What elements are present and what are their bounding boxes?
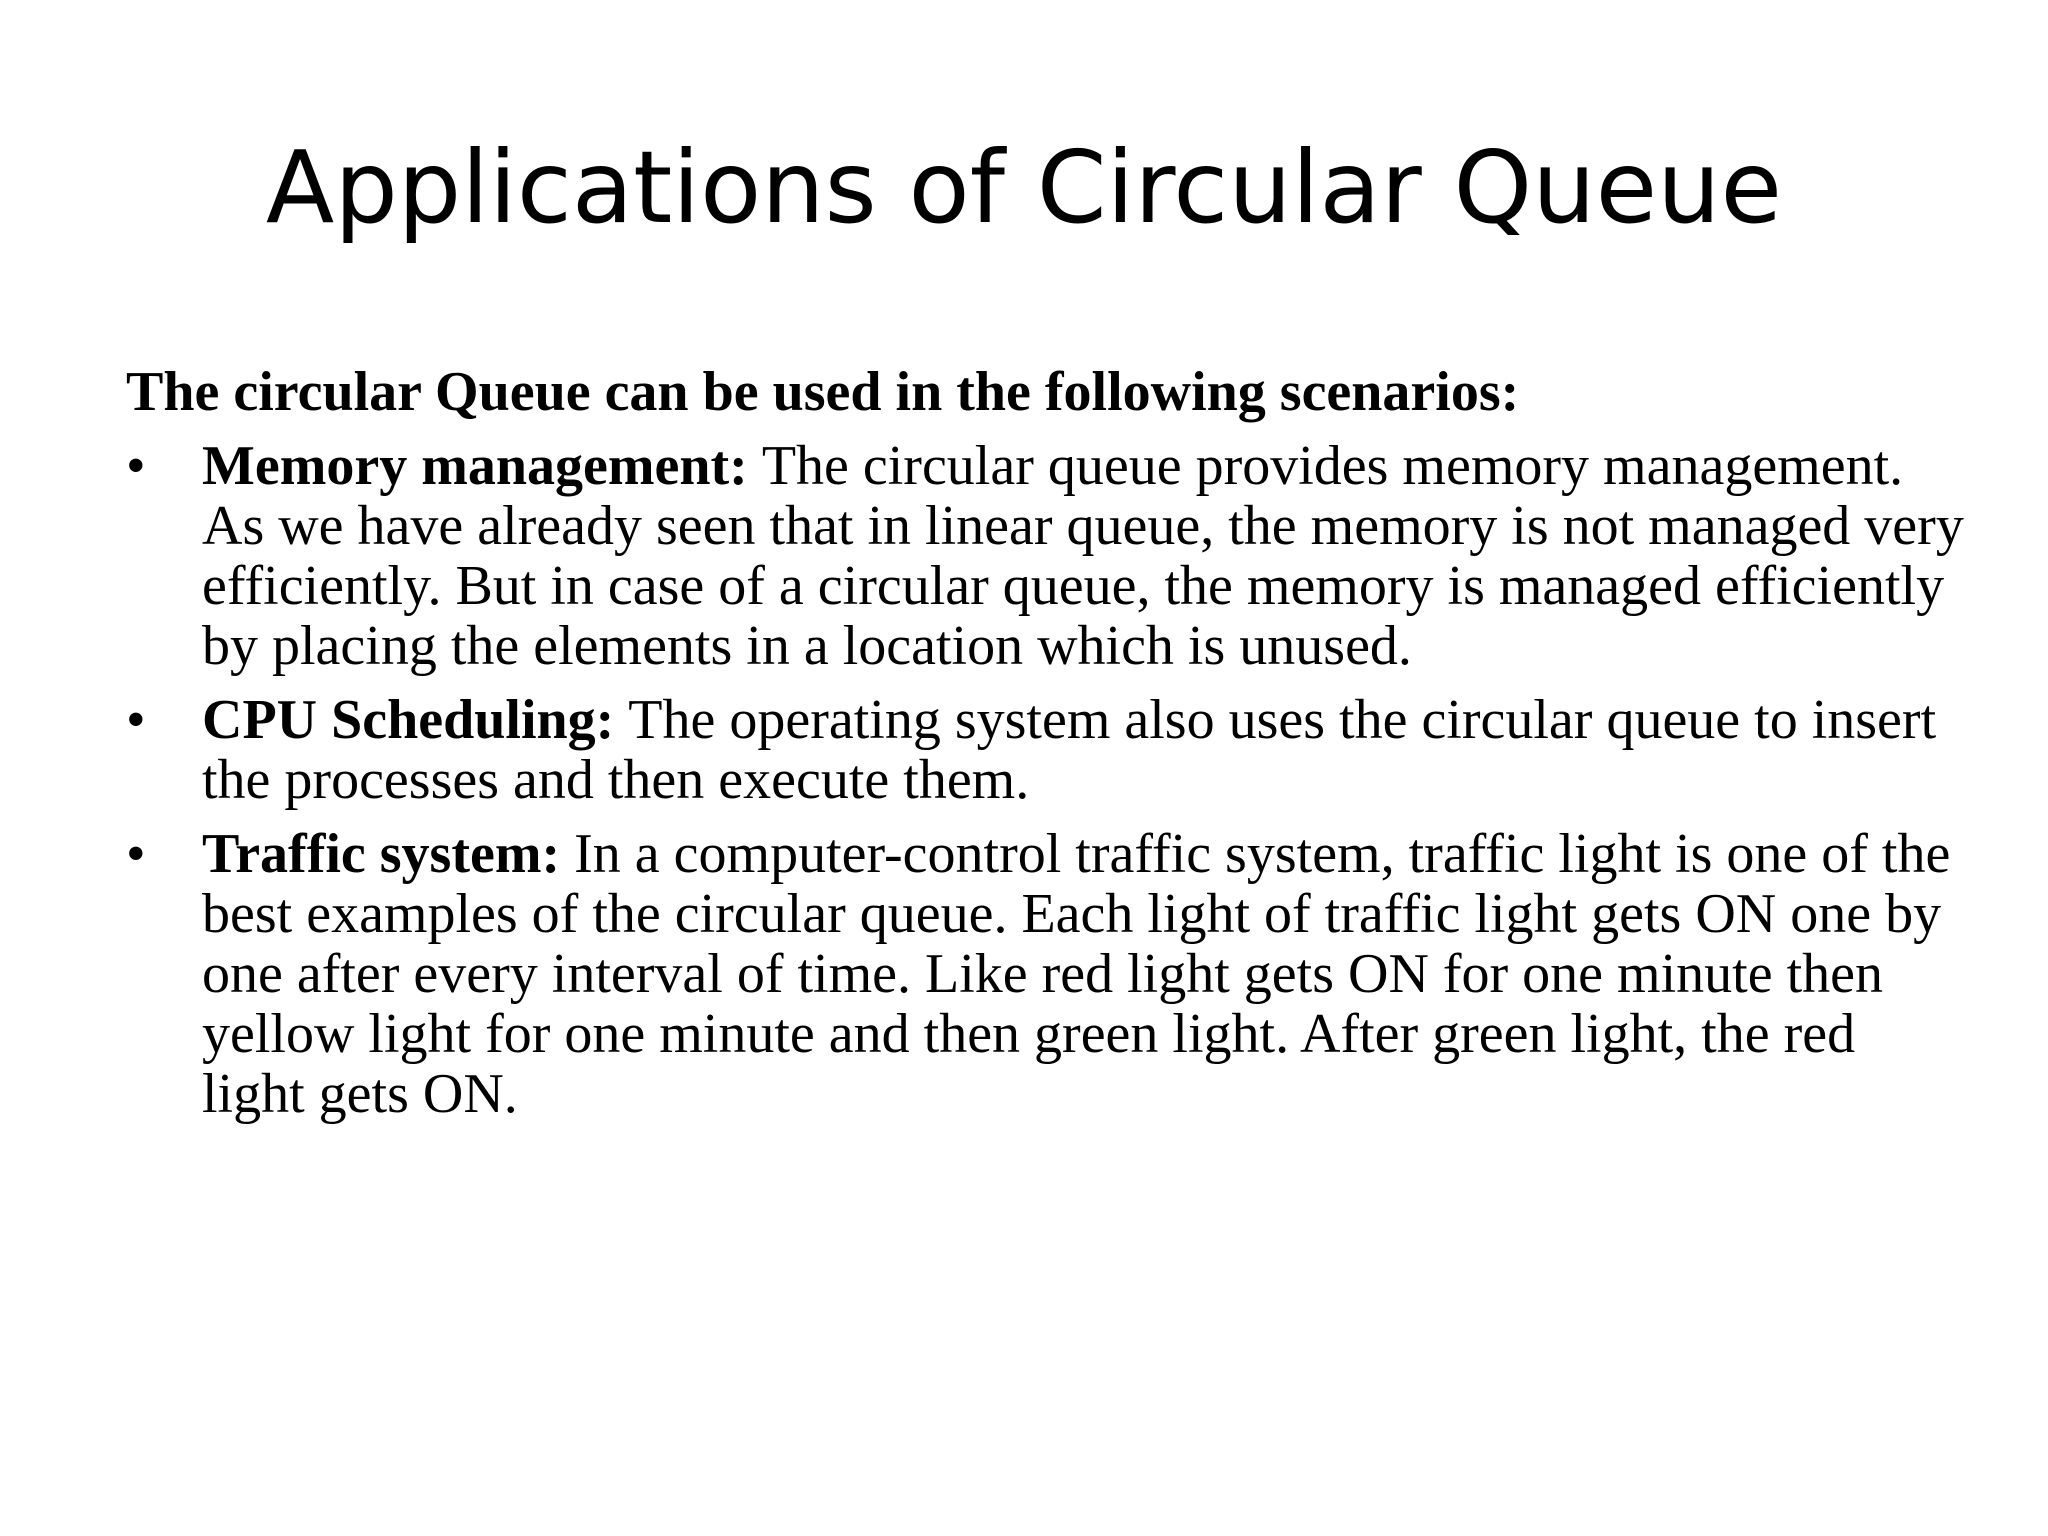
slide-content (126, 362, 1966, 1138)
bullet-term: Traffic system: (202, 823, 575, 885)
bullet-term: CPU Scheduling: (202, 689, 629, 751)
bullet-term: Memory management: (202, 435, 762, 497)
bullet-item-memory-management (126, 436, 1966, 676)
bullet-dot-icon: • (126, 689, 146, 751)
slide-title: Applications of Circular Queue (265, 129, 1783, 246)
bullet-item-traffic-system (126, 824, 1966, 1124)
bullet-item-cpu-scheduling (126, 690, 1966, 810)
intro-text: The circular Queue can be used in the following scenarios: (126, 361, 1520, 423)
bullet-list (126, 436, 1966, 1124)
bullet-text: The circular queue provides memory management. As we have already seen that in linear queue, the memory is not managed very efficiently. But in case of a circular queue, the memory is managed efficiently by placing the elements in a location which is unused. (202, 435, 1964, 677)
bullet-dot-icon: • (126, 435, 146, 497)
bullet-text: The operating system also uses the circular queue to insert the processes and then execute them. (202, 689, 1937, 811)
bullet-text: In a computer-control traffic system, traffic light is one of the best examples of the circular queue. Each light of traffic light gets ON one by one after every interval of time. Like red light gets ON for one minute then yellow light for one minute and then green light. After green light, the red light gets ON. (202, 823, 1951, 1125)
bullet-dot-icon: • (126, 823, 146, 885)
